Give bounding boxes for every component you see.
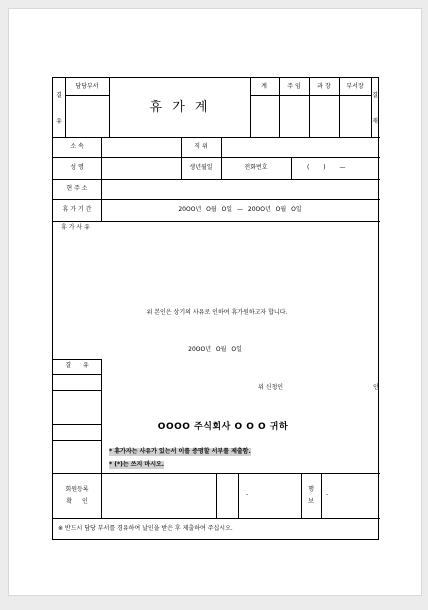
gyeol-yu-label: 결 유 bbox=[65, 362, 89, 369]
rule bbox=[109, 78, 110, 137]
note-2: * (*)는 쓰지 마시오. bbox=[109, 461, 165, 468]
birth-label: 생년월일 bbox=[189, 164, 213, 171]
rule bbox=[53, 137, 380, 138]
rule bbox=[279, 78, 280, 137]
rule bbox=[53, 359, 101, 360]
left-gyeol-2: 유 bbox=[56, 118, 62, 125]
approval-role-2: 주 임 bbox=[287, 83, 301, 90]
rule bbox=[101, 137, 102, 221]
rule bbox=[216, 473, 217, 518]
rule bbox=[53, 390, 101, 391]
rule bbox=[309, 78, 310, 137]
rule bbox=[53, 424, 101, 425]
left-gyeol-1: 결 bbox=[56, 92, 62, 99]
rule bbox=[53, 221, 380, 222]
rule bbox=[221, 137, 222, 179]
phone-value: ( ) — bbox=[307, 164, 346, 171]
rule bbox=[53, 374, 101, 375]
right-gyeol-2: 재 bbox=[372, 118, 378, 125]
rule bbox=[101, 359, 102, 473]
rule bbox=[53, 157, 380, 158]
right-gyeol-1: 결 bbox=[372, 92, 378, 99]
reason-label: 휴 가 사 유 bbox=[61, 224, 90, 231]
company-addressee: OOOO 주식회사 O O O 귀하 bbox=[157, 422, 289, 432]
mark-label-2: 보 bbox=[308, 498, 314, 505]
address-label: 현 주 소 bbox=[66, 185, 88, 192]
rule bbox=[53, 179, 380, 180]
rule bbox=[371, 78, 372, 137]
approval-role-4: 부서장 bbox=[346, 83, 364, 90]
name-label: 성 명 bbox=[70, 164, 84, 171]
dept-label: 소 속 bbox=[70, 143, 84, 150]
phone-label: 전화번호 bbox=[244, 164, 268, 171]
footer-note: ※ 반드시 담당 부서를 경유하여 날인을 받은 후 제출하여 주십시오. bbox=[58, 525, 233, 532]
leave-request-form bbox=[52, 77, 379, 540]
approval-role-1: 계 bbox=[261, 83, 267, 90]
confirm-label: 확 인 bbox=[66, 498, 88, 505]
rule bbox=[250, 95, 371, 96]
rule bbox=[53, 518, 380, 519]
rule bbox=[65, 78, 66, 137]
approval-role-3: 과 장 bbox=[317, 83, 331, 90]
rule bbox=[53, 440, 101, 441]
responsible-dept-label: 담당부서 bbox=[75, 83, 99, 90]
rule bbox=[65, 95, 109, 96]
period-value: 20OO년 O월 O일 — 20OO년 O월 O일 bbox=[178, 206, 302, 213]
note-1: * 휴가자는 사유가 있는서 이를 증명할 서부를 제출함. bbox=[109, 448, 251, 455]
rule bbox=[339, 78, 340, 137]
request-date: 20OO년 O월 O일 bbox=[188, 346, 242, 353]
rule bbox=[101, 473, 102, 518]
applicant-label: 위 신청인 bbox=[258, 384, 284, 391]
seal-mark: 인 bbox=[373, 384, 379, 391]
period-label: 휴 가 기 간 bbox=[62, 206, 92, 213]
document-page bbox=[8, 8, 422, 596]
statement-text: 위 본인은 상기의 사유로 인하여 휴가원하고자 합니다. bbox=[146, 309, 288, 316]
mark-label: 행 bbox=[308, 486, 314, 493]
position-label: 직 위 bbox=[194, 143, 208, 150]
registration-label: 회원등록 bbox=[65, 486, 89, 493]
rule bbox=[301, 473, 302, 518]
form-title: 휴 가 계 bbox=[149, 100, 211, 115]
dash-2: - bbox=[326, 491, 329, 498]
rule bbox=[181, 137, 182, 179]
rule bbox=[321, 473, 322, 518]
rule bbox=[250, 78, 251, 137]
rule bbox=[291, 157, 292, 179]
rule bbox=[238, 473, 239, 518]
rule bbox=[53, 199, 380, 200]
dash-1: - bbox=[246, 491, 249, 498]
